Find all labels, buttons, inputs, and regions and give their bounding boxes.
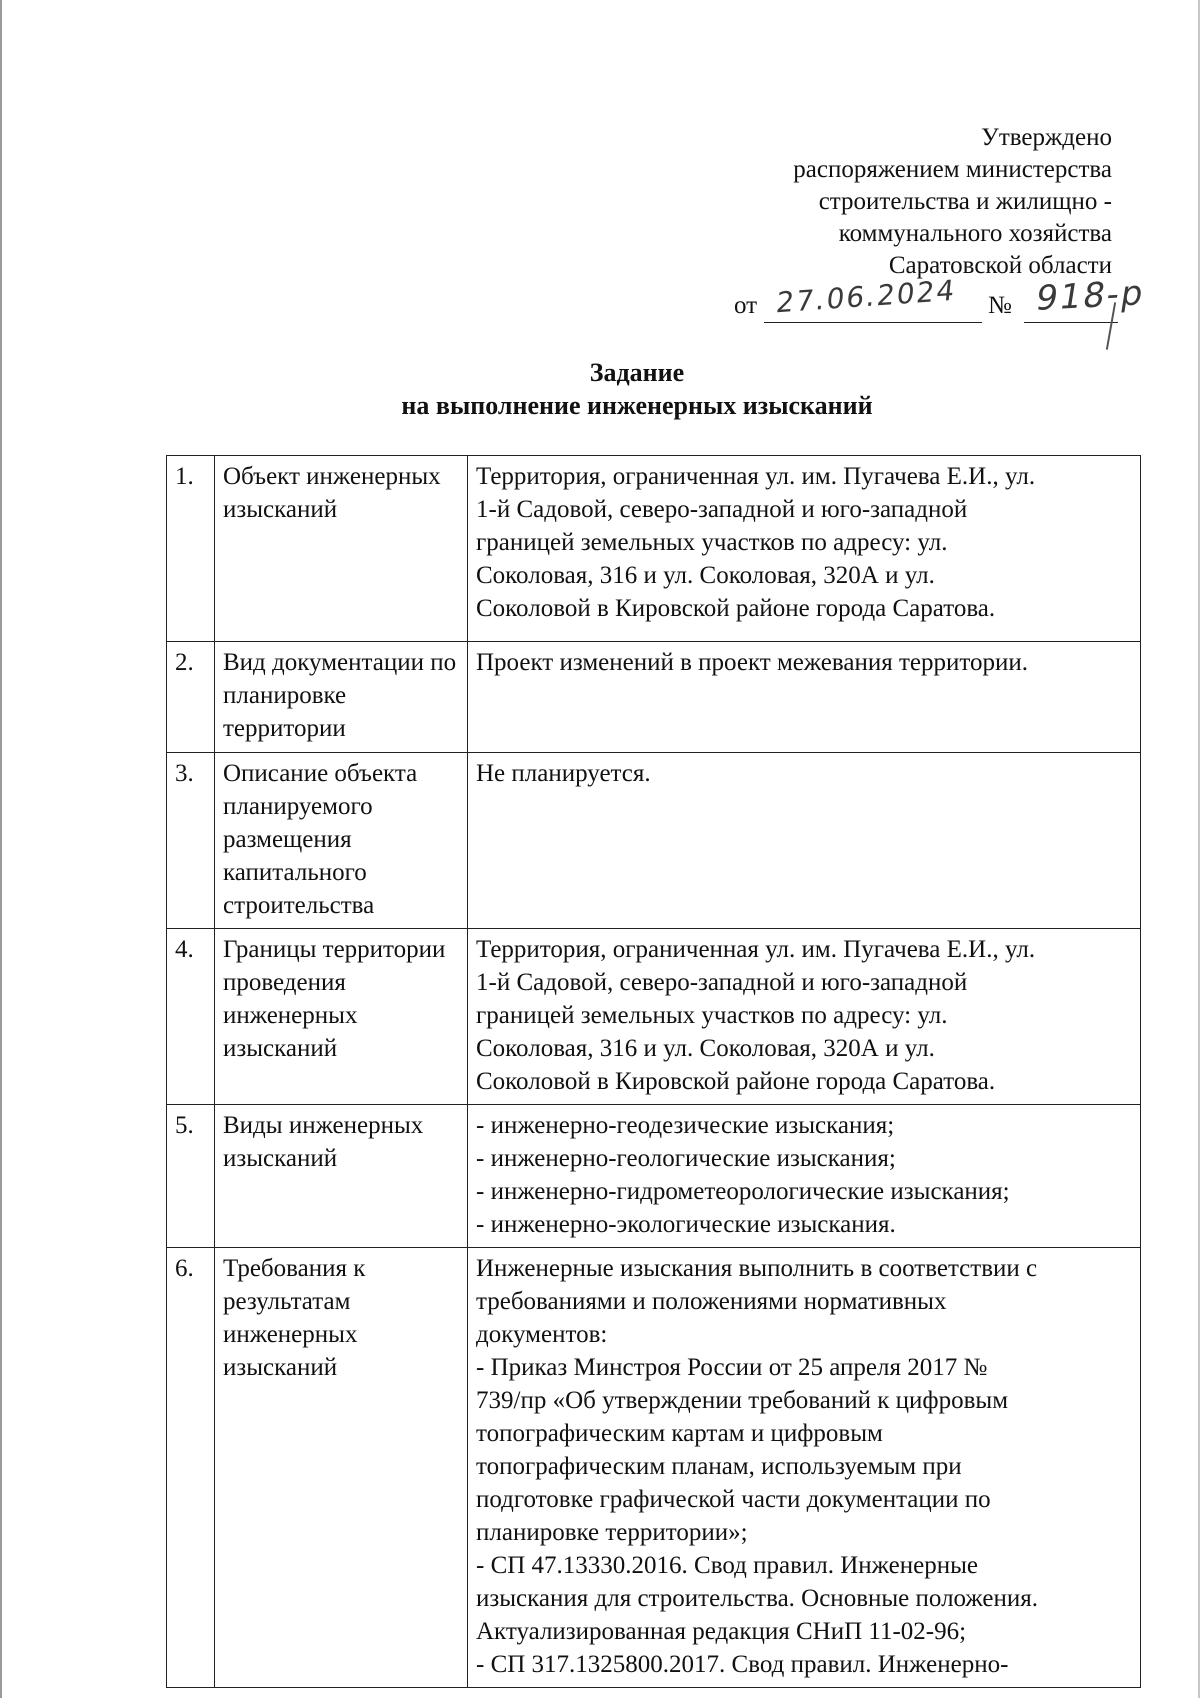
date-underline: [764, 322, 982, 323]
row-name: Требования к результатам инженерных изысканий: [215, 1248, 468, 1688]
number-label: №: [988, 292, 1012, 319]
value-line: Территория, ограниченная ул. им. Пугачева Е.И., ул.: [476, 463, 1036, 490]
value-line: Соколовая, 316 и ул. Соколовая, 320А и ул.: [476, 562, 935, 589]
table-row: [167, 929, 1141, 1105]
value-line: Инженерные изыскания выполнить в соответствии с: [476, 1255, 1038, 1282]
row-value: [468, 1248, 1141, 1688]
value-line: - инженерно-экологические изыскания.: [476, 1211, 896, 1238]
row-name: Вид документации по планировке территории: [215, 642, 468, 753]
value-line: - СП 47.13330.2016. Свод правил. Инженерные: [476, 1552, 978, 1579]
value-line: Соколовой в Кировской районе города Саратова.: [476, 595, 996, 622]
order-date-number: [734, 272, 1148, 342]
row-number: 2.: [167, 642, 215, 753]
handwritten-date: 27.06.2024: [774, 273, 958, 320]
approval-line: коммунального хозяйства: [838, 220, 1112, 247]
value-line: Территория, ограниченная ул. им. Пугачева Е.И., ул.: [476, 936, 1036, 963]
value-line: - инженерно-гидрометеорологические изыскания;: [476, 1178, 1010, 1205]
value-line: планировке территории»;: [476, 1519, 748, 1546]
approval-line: Саратовской области: [888, 252, 1112, 279]
row-name: Описание объекта планируемого размещения капитального строительства: [215, 753, 468, 929]
value-line: границей земельных участков по адресу: ул.: [476, 529, 948, 556]
row-name: Объект инженерных изысканий: [215, 456, 468, 642]
approval-line: распоряжением министерства: [793, 156, 1112, 183]
title-line-2: на выполнение инженерных изысканий: [401, 391, 873, 420]
row-number: 5.: [167, 1105, 215, 1248]
value-line: 739/пр «Об утверждении требований к цифровым: [476, 1387, 1009, 1414]
approval-line: строительства и жилищно -: [818, 188, 1112, 215]
row-number: 3.: [167, 753, 215, 929]
table-row: [167, 1248, 1141, 1688]
value-line: - инженерно-геологические изыскания;: [476, 1145, 896, 1172]
row-number: 4.: [167, 929, 215, 1105]
requirements-table: [166, 455, 1141, 1688]
value-line: - инженерно-геодезические изыскания;: [476, 1112, 895, 1139]
approval-block: [793, 122, 1112, 282]
document-title: [0, 356, 1200, 422]
value-line: документов:: [476, 1321, 608, 1348]
value-line: требованиями и положениями нормативных: [476, 1288, 947, 1315]
value-line: топографическим картам и цифровым: [476, 1420, 883, 1447]
value-line: изыскания для строительства. Основные положения.: [476, 1585, 1038, 1612]
row-number: 6.: [167, 1248, 215, 1688]
value-line: - СП 317.1325800.2017. Свод правил. Инженерно-: [476, 1651, 1009, 1678]
value-line: Соколовой в Кировской районе города Саратова.: [476, 1068, 996, 1095]
value-line: 1-й Садовой, северо-западной и юго-западной: [476, 969, 968, 996]
page-edge-left: [0, 0, 2, 1698]
row-value: [468, 456, 1141, 642]
value-line: Соколовая, 316 и ул. Соколовая, 320А и ул.: [476, 1035, 935, 1062]
value-line: границей земельных участков по адресу: ул.: [476, 1002, 948, 1029]
title-line-1: Задание: [589, 358, 685, 387]
row-value: [468, 1105, 1141, 1248]
number-underline: [1024, 322, 1118, 323]
row-number: 1.: [167, 456, 215, 642]
value-line: Актуализированная редакция СНиП 11-02-96;: [476, 1618, 967, 1645]
row-value: [468, 642, 1141, 753]
value-line: Проект изменений в проект межевания территории.: [476, 649, 1028, 676]
value-line: подготовке графической части документации по: [476, 1486, 991, 1513]
row-value: [468, 929, 1141, 1105]
value-line: 1-й Садовой, северо-западной и юго-западной: [476, 496, 968, 523]
value-line: топографическим планам, используемым при: [476, 1453, 962, 1480]
table-row: [167, 1105, 1141, 1248]
row-name: Границы территории проведения инженерных изысканий: [215, 929, 468, 1105]
approval-line: Утверждено: [981, 124, 1112, 151]
table-row: [167, 642, 1141, 753]
table-row: [167, 753, 1141, 929]
from-label: от: [734, 292, 758, 319]
value-line: Не планируется.: [476, 760, 651, 787]
handwritten-number: 918-р: [1032, 272, 1148, 320]
table-row: [167, 456, 1141, 642]
row-name: Виды инженерных изысканий: [215, 1105, 468, 1248]
row-value: [468, 753, 1141, 929]
value-line: - Приказ Минстроя России от 25 апреля 2017 №: [476, 1354, 988, 1381]
